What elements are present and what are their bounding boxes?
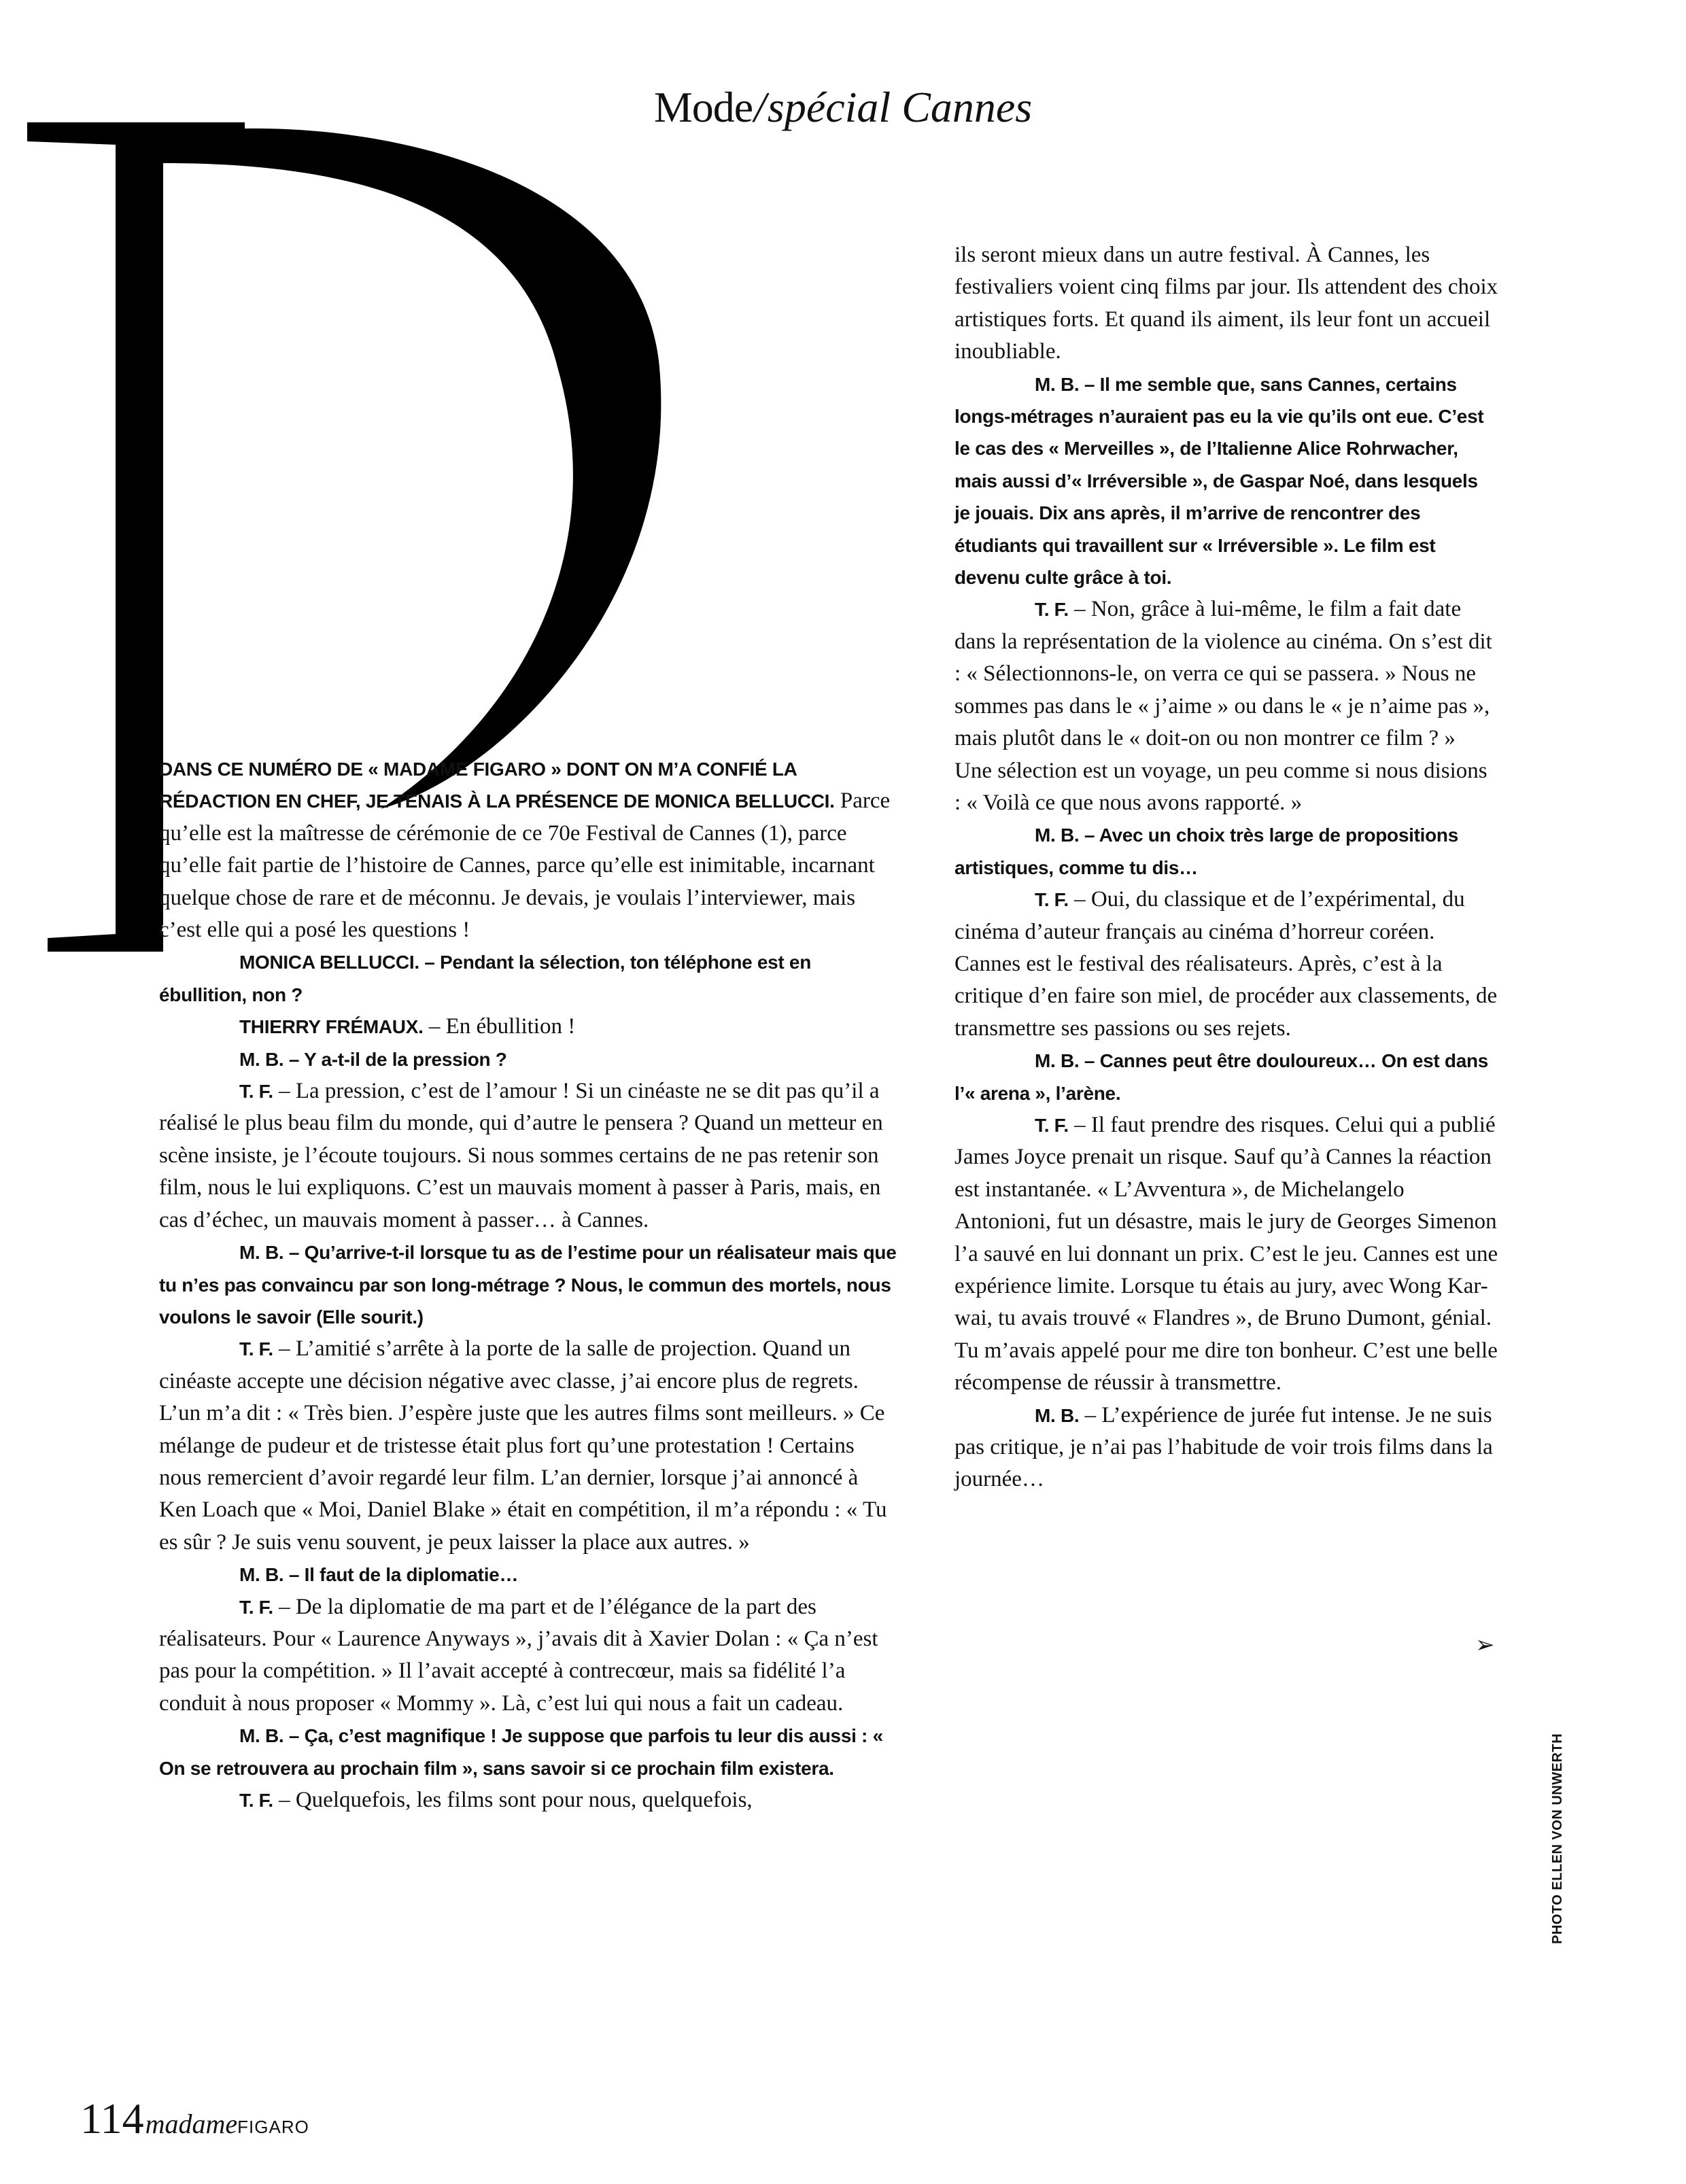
intro-lead: DANS CE NUMÉRO DE « MADAME FIGARO » DONT ON M’A CONFIÉ LA RÉDACTION EN CHEF, JE TENAIS À LA PRÉSENCE DE MONICA BELLUCCI.: [159, 759, 835, 812]
answer: THIERRY FRÉMAUX. – En ébullition !: [239, 1014, 576, 1039]
section-separator: /: [754, 83, 766, 131]
answer: T. F. – Quelquefois, les films sont pour nous, quelquefois,: [239, 1788, 753, 1812]
section-name: Mode: [653, 83, 753, 131]
right-column: [954, 239, 1498, 1496]
question: M. B. – Il me semble que, sans Cannes, certains longs-métrages n’auraient pas eu la vie qu’ils ont eue. C’est le cas des « Merveilles », de l’Italienne Alice Rohrwacher, mais aussi d’« Irréversible », de Gaspar Noé, dans lesquels je jouais. Dix ans après, il m’arrive de rencontrer des étudiants qui travaillent sur « Irréversible ». Le film est devenu culte grâce à toi.: [954, 373, 1484, 589]
intro-text: Parce qu’elle est la maîtresse de cérémonie de ce 70e Festival de Cannes (1), parce qu’elle fait partie de l’histoire de Cannes, parce qu’elle est inimitable, incarnant quelque chose de rare et de méconnu. Je devais, je voulais l’interviewer, mais c’est elle qui a posé les questions !: [159, 788, 891, 943]
intro-paragraph: [159, 753, 900, 946]
question: M. B. – Il faut de la diplomatie…: [239, 1564, 519, 1586]
page-number: 114: [80, 2094, 144, 2143]
magazine-name-a: madame: [145, 2109, 238, 2139]
answer: T. F. – De la diplomatie de ma part et de l’élégance de la part des réalisateurs. Pour « Laurence Anyways », j’avais dit à Xavier Dolan : « Ça n’est pas pour la compétition. » Il l’avait accepté à contrecœur, mais sa fidélité l’a conduit à nous proposer « Mommy ». Là, c’est lui qui nous a fait un cadeau.: [159, 1594, 878, 1716]
answer: T. F. – L’amitié s’arrête à la porte de la salle de projection. Quand un cinéaste accepte une décision négative avec classe, j’ai encore plus de regrets. L’un m’a dit : « Très bien. J’espère juste que les autres films sont meilleurs. » Ce mélange de pudeur et de tristesse était plus fort qu’une protestation ! Certains nous remercient d’avoir regardé leur film. L’an dernier, lorsque j’ai annoncé à Ken Loach que « Moi, Daniel Blake » était en compétition, il m’a répondu : « Tu es sûr ? Je suis venu souvent, je peux laisser la place aux autres. »: [159, 1336, 887, 1555]
answer: T. F. – La pression, c’est de l’amour ! Si un cinéaste ne se dit pas qu’il a réalisé le plus beau film du monde, qui d’autre le pensera ? Quand un metteur en scène insiste, je l’écoute toujours. Si nous sommes certains de ne pas retenir son film, nous le lui expliquons. C’est un mauvais moment à passer à Paris, mais, en cas d’échec, un mauvais moment à passer… à Cannes.: [159, 1079, 883, 1232]
answer: T. F. – Non, grâce à lui-même, le film a fait date dans la représentation de la violence au cinéma. On s’est dit : « Sélectionnons-le, on verra ce qui se passera. » Nous ne sommes pas dans le « j’aime » ou dans le « je n’aime pas », mais plutôt dans le « doit-on ou non montrer ce film ? » Une sélection est un voyage, un peu comme si nous disions : « Voilà ce que nous avons rapporté. »: [954, 597, 1492, 815]
answer: T. F. – Oui, du classique et de l’expérimental, du cinéma d’auteur français au cinéma d’horreur coréen. Cannes est le festival des réalisateurs. Après, c’est à la critique d’en faire son miel, de procéder aux classements, de transmettre ses passions ou ses rejets.: [954, 887, 1498, 1041]
continue-arrow-icon: ➢: [1475, 1631, 1495, 1659]
continued-paragraph: ils seront mieux dans un autre festival. À Cannes, les festivaliers voient cinq films par jour. Ils attendent des choix artistiques forts. Et quand ils aiment, ils leur font un accueil inoubliable.: [954, 243, 1498, 364]
question: M. B. – Avec un choix très large de propositions artistiques, comme tu dis…: [954, 825, 1458, 878]
photo-credit: PHOTO ELLEN VON UNWERTH: [1550, 1733, 1565, 1944]
question: M. B. – Ça, c’est magnifique ! Je suppose que parfois tu leur dis aussi : « On se retrouvera au prochain film », sans savoir si ce prochain film existera.: [159, 1725, 883, 1779]
answer: M. B. – L’expérience de jurée fut intense. Je ne suis pas critique, je n’ai pas l’habitude de voir trois films dans la journée…: [954, 1402, 1493, 1492]
section-subtitle: spécial Cannes: [767, 83, 1033, 131]
question: M. B. – Y a-t-il de la pression ?: [239, 1048, 507, 1070]
question: MONICA BELLUCCI. – Pendant la sélection, ton téléphone est en ébullition, non ?: [159, 952, 811, 1005]
question: M. B. – Qu’arrive-t-il lorsque tu as de l’estime pour un réalisateur mais que tu n’es pas convaincu par son long-métrage ? Nous, le commun des mortels, nous voulons le savoir (Elle sourit.): [159, 1242, 897, 1328]
left-column: [159, 753, 900, 1816]
answer: T. F. – Il faut prendre des risques. Celui qui a publié James Joyce prenait un risque. Sauf qu’à Cannes la réaction est instantanée. « L’Avventura », de Michelangelo Antonioni, fut un désastre, mais le jury de Georges Simenon l’a sauvé en lui donnant un prix. C’est le jeu. Cannes est une expérience limite. Lorsque tu étais au jury, avec Wong Kar-wai, tu avais trouvé « Flandres », de Bruno Dumont, génial. Tu m’avais appelé pour me dire ton bonheur. C’est une belle récompense de réussir à transmettre.: [954, 1112, 1498, 1396]
question: M. B. – Cannes peut être douloureux… On est dans l’« arena », l’arène.: [954, 1050, 1489, 1104]
magazine-name-b: FIGARO: [237, 2117, 309, 2137]
page-folio: [80, 2094, 309, 2148]
